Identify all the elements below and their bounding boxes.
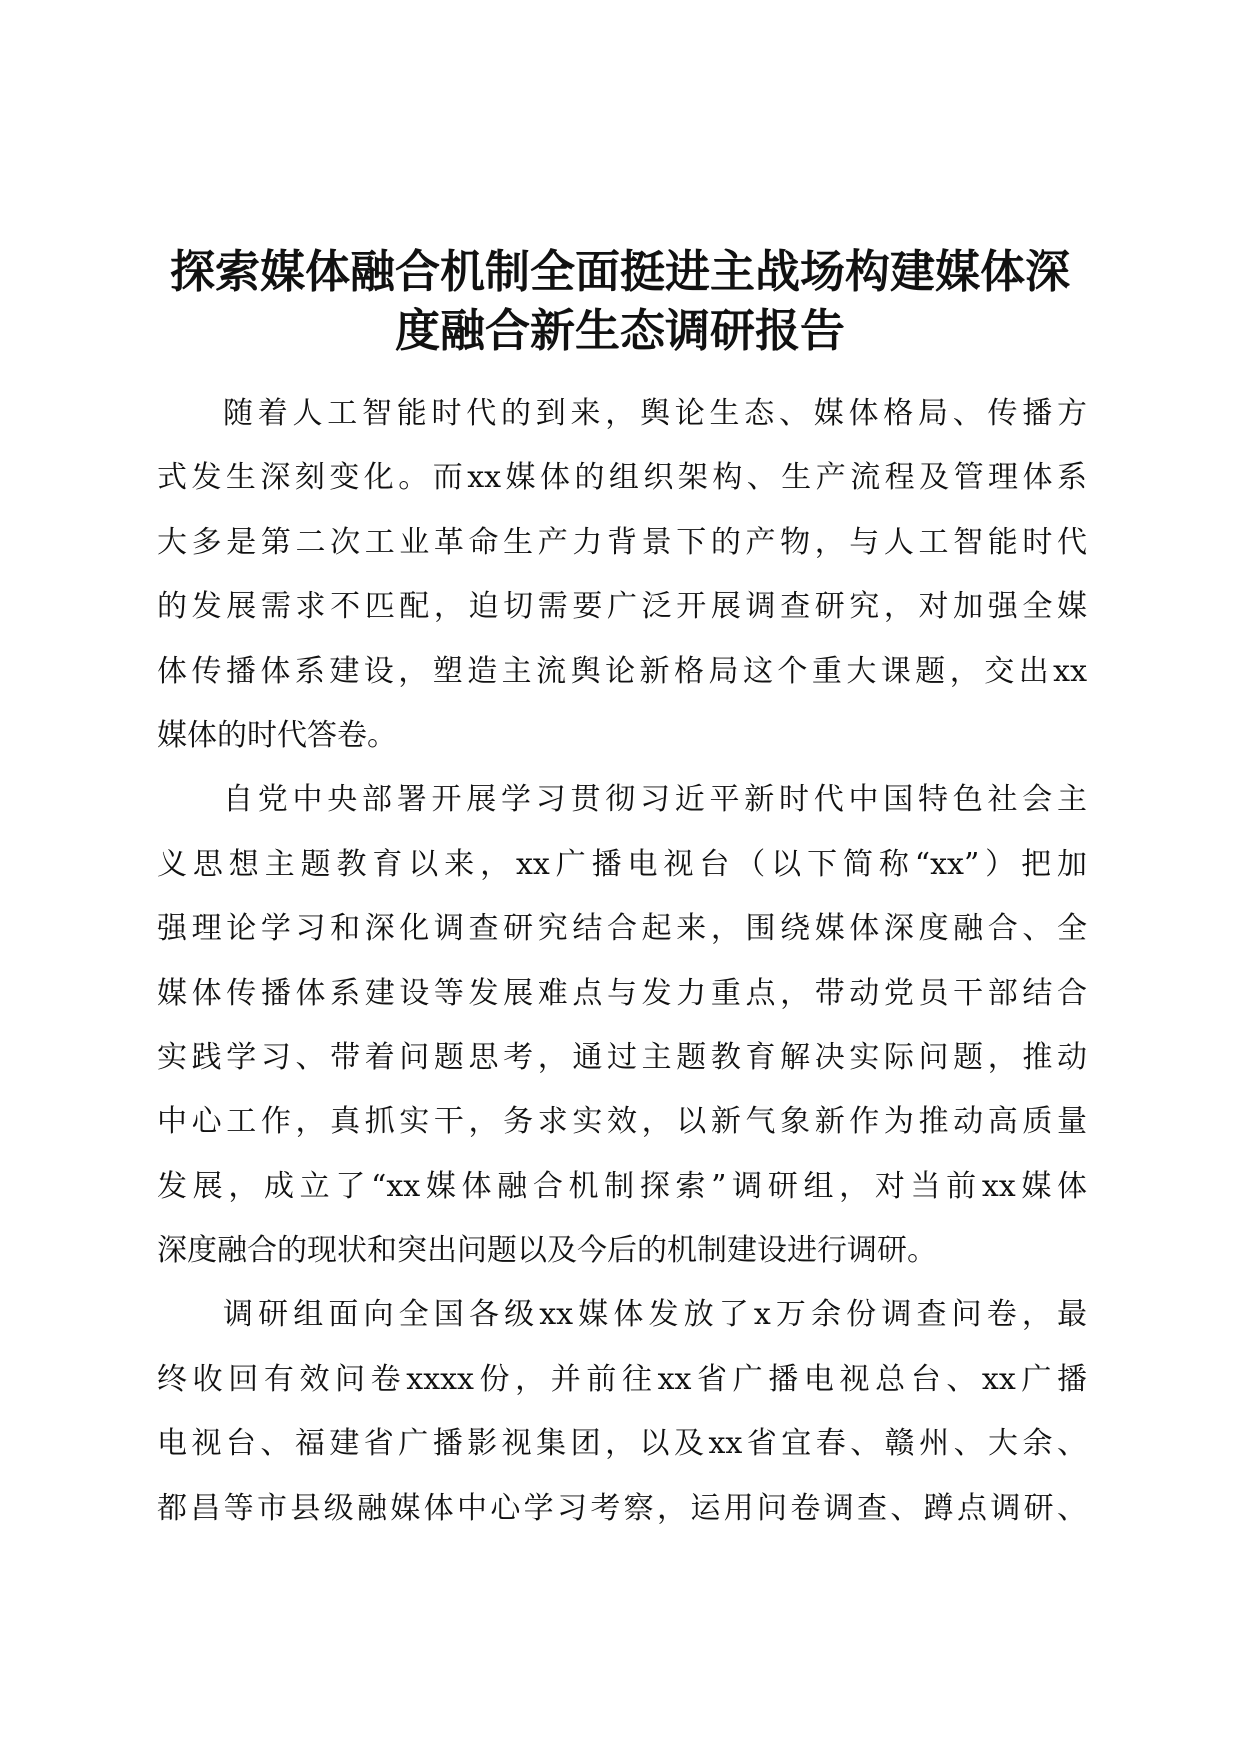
paragraph-line: 自党中央部署开展学习贯彻习近平新时代中国特色社会主 bbox=[223, 782, 1087, 818]
paragraph-line: 式发生深刻变化。而xx媒体的组织架构、生产流程及管理体系 bbox=[157, 460, 1087, 496]
paragraph-line: 媒体的时代答卷。 bbox=[157, 717, 397, 753]
paragraph-line: 义思想主题教育以来，xx广播电视台（以下简称“xx”）把加 bbox=[157, 846, 1087, 882]
document-body bbox=[157, 382, 1087, 1541]
title-line: 度融合新生态调研报告 bbox=[394, 304, 845, 357]
paragraph-line: 终收回有效问卷xxxx份，并前往xx省广播电视总台、xx广播 bbox=[157, 1361, 1087, 1397]
paragraph-1 bbox=[157, 382, 1087, 768]
paragraph-line: 发展，成立了“xx媒体融合机制探索”调研组，对当前xx媒体 bbox=[157, 1168, 1087, 1204]
paragraph-line: 大多是第二次工业革命生产力背景下的产物，与人工智能时代 bbox=[157, 524, 1087, 560]
paragraph-line: 强理论学习和深化调查研究结合起来，围绕媒体深度融合、全 bbox=[157, 911, 1087, 947]
paragraph-line: 深度融合的现状和突出问题以及今后的机制建设进行调研。 bbox=[157, 1233, 937, 1269]
document-title bbox=[150, 242, 1090, 360]
paragraph-line: 电视台、福建省广播影视集团，以及xx省宜春、赣州、大余、 bbox=[157, 1426, 1087, 1462]
paragraph-line: 随着人工智能时代的到来，舆论生态、媒体格局、传播方 bbox=[223, 396, 1087, 431]
paragraph-line: 中心工作，真抓实干，务求实效，以新气象新作为推动高质量 bbox=[157, 1104, 1087, 1140]
paragraph-3 bbox=[157, 1283, 1087, 1541]
paragraph-2 bbox=[157, 768, 1087, 1283]
paragraph-line: 媒体传播体系建设等发展难点与发力重点，带动党员干部结合 bbox=[157, 975, 1087, 1011]
paragraph-line: 的发展需求不匹配，迫切需要广泛开展调查研究，对加强全媒 bbox=[157, 589, 1087, 625]
paragraph-line: 体传播体系建设，塑造主流舆论新格局这个重大课题，交出xx bbox=[157, 653, 1087, 689]
title-line: 探索媒体融合机制全面挺进主战场构建媒体深 bbox=[169, 245, 1070, 298]
paragraph-line: 调研组面向全国各级xx媒体发放了x万余份调查问卷，最 bbox=[223, 1297, 1087, 1333]
paragraph-line: 实践学习、带着问题思考，通过主题教育解决实际问题，推动 bbox=[157, 1039, 1087, 1075]
paragraph-line: 都昌等市县级融媒体中心学习考察，运用问卷调查、蹲点调研、 bbox=[157, 1490, 1087, 1526]
